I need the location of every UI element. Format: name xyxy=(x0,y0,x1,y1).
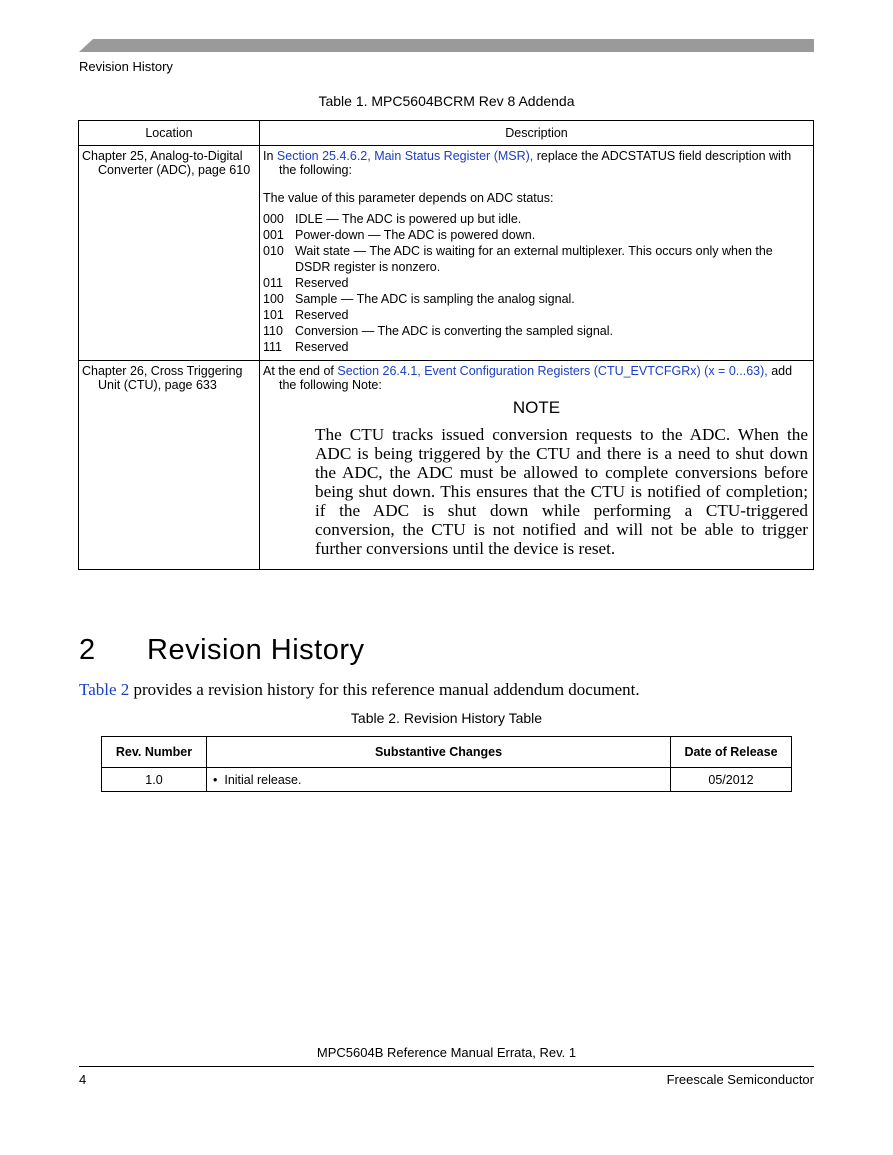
date-cell: 05/2012 xyxy=(671,768,792,792)
description-text xyxy=(263,364,810,392)
section-intro xyxy=(79,680,640,700)
rev-cell: 1.0 xyxy=(102,768,207,792)
status-code-description: IDLE — The ADC is powered up but idle. xyxy=(295,212,522,226)
table1-caption: Table 1. MPC5604BCRM Rev 8 Addenda xyxy=(318,93,575,109)
status-code-item xyxy=(263,339,810,355)
desc-suffix: replace the ADCSTATUS field description with the following: xyxy=(279,149,792,177)
running-header: Revision History xyxy=(79,59,173,74)
status-code-item xyxy=(263,307,810,323)
column-header-description: Description xyxy=(260,121,814,146)
note-body: The CTU tracks issued conversion requests to the ADC. When the ADC is being triggered by the CTU and there is a need to shut down the ADC, the ADC must be allowed to complete conversions before being shut down. This ensures that the CTU is notified of completion; if the ADC is shut down while performing a CTU-triggered conversion, the CTU is not notified and will not be able to trigger further conversions until the device is reset. xyxy=(315,425,808,558)
status-code: 011 xyxy=(263,276,283,290)
description-cell xyxy=(260,146,814,361)
desc-prefix: In xyxy=(263,149,277,163)
status-intro: The value of this parameter depends on ADC status: xyxy=(263,191,554,205)
status-code-item xyxy=(263,323,810,339)
section-link[interactable]: Section 26.4.1, Event Configuration Registers (CTU_EVTCFGRx) (x = 0...63), xyxy=(337,364,768,378)
revision-history-table xyxy=(101,736,792,792)
section-heading xyxy=(79,634,365,667)
table-row xyxy=(102,768,792,792)
status-code: 101 xyxy=(263,308,284,322)
status-code: 000 xyxy=(263,212,284,226)
location-cell xyxy=(79,146,260,361)
column-header-changes: Substantive Changes xyxy=(207,737,671,768)
table-row xyxy=(79,146,814,361)
company-name: Freescale Semiconductor xyxy=(666,1072,814,1087)
status-code-item xyxy=(263,275,810,291)
status-code-item xyxy=(263,291,810,307)
status-code: 100 xyxy=(263,292,284,306)
column-header-rev: Rev. Number xyxy=(102,737,207,768)
status-code: 001 xyxy=(263,228,284,242)
status-code-item xyxy=(263,211,810,227)
addenda-table xyxy=(78,120,814,570)
status-code: 110 xyxy=(263,324,283,338)
footer-doc-title: MPC5604B Reference Manual Errata, Rev. 1 xyxy=(316,1045,577,1060)
status-code-description: Reserved xyxy=(295,276,349,290)
desc-suffix: add the following Note: xyxy=(279,364,793,392)
status-code-description: Reserved xyxy=(295,308,349,322)
location-text: Chapter 25, Analog-to-Digital Converter (ADC), page 610 xyxy=(82,149,251,177)
status-code: 010 xyxy=(263,244,284,258)
header-bar xyxy=(79,39,814,52)
column-header-location: Location xyxy=(79,121,260,146)
section-number: 2 xyxy=(79,634,96,666)
table2-caption: Table 2. Revision History Table xyxy=(350,710,543,726)
column-header-date: Date of Release xyxy=(671,737,792,768)
table-row xyxy=(79,361,814,570)
section-title: Revision History xyxy=(147,634,365,666)
bullet: • xyxy=(213,772,218,787)
page-number: 4 xyxy=(79,1072,87,1087)
section-intro-text: provides a revision history for this reference manual addendum document. xyxy=(129,680,640,699)
status-code-item xyxy=(263,243,810,275)
section-link[interactable]: Section 25.4.6.2, Main Status Register (MSR), xyxy=(276,149,534,163)
desc-prefix: At the end of xyxy=(263,364,338,378)
table2-link[interactable]: Table 2 xyxy=(79,680,130,699)
status-code-description: Reserved xyxy=(295,340,349,354)
description-text xyxy=(263,149,810,177)
status-code-description: Power-down — The ADC is powered down. xyxy=(295,228,536,242)
footer-divider xyxy=(79,1066,814,1067)
description-cell xyxy=(260,361,814,570)
changes-cell xyxy=(207,768,671,792)
status-code-item xyxy=(263,227,810,243)
status-code-description: Conversion — The ADC is converting the sampled signal. xyxy=(295,324,613,338)
status-code-description: Wait state — The ADC is waiting for an external multiplexer. This occurs only when the DSDR register is nonzero. xyxy=(295,244,773,274)
status-code-list xyxy=(263,211,810,355)
location-cell xyxy=(79,361,260,570)
status-code: 111 xyxy=(263,340,283,354)
status-code-description: Sample — The ADC is sampling the analog signal. xyxy=(295,292,575,306)
note-title: NOTE xyxy=(512,398,561,417)
change-text: Initial release. xyxy=(224,772,302,787)
location-text: Chapter 26, Cross Triggering Unit (CTU), page 633 xyxy=(82,364,243,392)
